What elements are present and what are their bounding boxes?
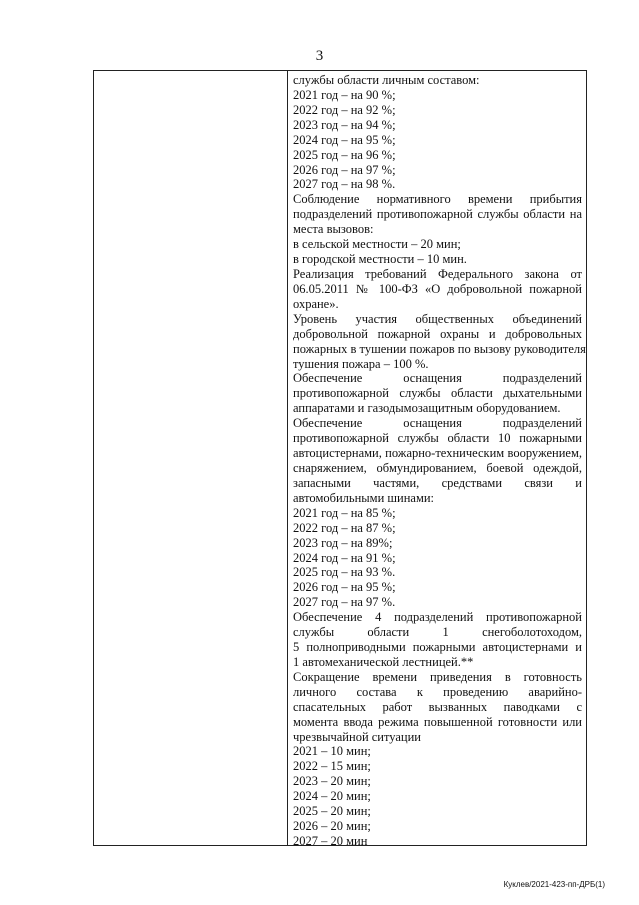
text-line: добровольной пожарной охраны и добровольных (293, 326, 582, 341)
text-line: спасательных работ вызванных паводками с (293, 699, 582, 714)
text-line: 2022 год – на 92 %; (293, 102, 396, 117)
text-line: 2027 год – на 97 %. (293, 595, 396, 610)
text-line: 2024 год – на 91 %; (293, 550, 396, 565)
text-line: 2024 – 20 мин; (293, 789, 371, 804)
text-line: снаряжением, обмундированием, боевой одеждой, (293, 460, 582, 475)
text-line: тушения пожара – 100 %. (293, 356, 429, 371)
text-line: 06.05.2011 № 100-ФЗ «О добровольной пожарной (293, 281, 582, 296)
text-line: пожарных в тушении пожаров по вызову руководителя (293, 341, 586, 356)
text-line: подразделений противопожарной службы области на (293, 207, 582, 222)
text-line: Сокращение времени приведения в готовность (293, 669, 582, 684)
text-line: аппаратами и газодымозащитным оборудованием. (293, 401, 561, 416)
text-line: Реализация требований Федерального закона от (293, 266, 582, 281)
text-line: службы области личным составом: (293, 73, 480, 87)
text-line: Обеспечение 4 подразделений противопожарной (293, 610, 582, 625)
text-line: 2021 год – на 90 %; (293, 87, 396, 102)
text-line: запасными частями, средствами связи и (293, 475, 582, 490)
text-line: 2024 год – на 95 %; (293, 132, 396, 147)
text-line: автоцистернами, пожарно-техническим вооружением, (293, 446, 582, 461)
text-line: 2025 – 20 мин; (293, 804, 371, 819)
text-line: 2026 – 20 мин; (293, 819, 371, 834)
text-line: 1 автомеханической лестницей.** (293, 654, 474, 669)
text-line: 2027 – 20 мин (293, 834, 368, 849)
text-line: 2027 год – на 98 %. (293, 177, 396, 192)
text-line: Обеспечение оснащения подразделений (293, 416, 582, 431)
text-line: 2025 год – на 96 %; (293, 147, 396, 162)
page-number: 3 (315, 48, 324, 64)
text-line: 2023 – 20 мин; (293, 774, 371, 789)
text-line: Обеспечение оснащения подразделений (293, 371, 582, 386)
text-line: 2023 год – на 94 %; (293, 117, 396, 132)
text-line: Уровень участия общественных объединений (293, 311, 582, 326)
text-line: 5 полноприводными пожарными автоцистернами и (293, 640, 582, 655)
text-line: 2023 год – на 89%; (293, 535, 393, 550)
text-line: в городской местности – 10 мин. (293, 252, 467, 267)
text-line: автомобильными шинами: (293, 490, 435, 505)
text-line: Соблюдение нормативного времени прибытия (293, 192, 582, 207)
text-line: места вызовов: (293, 222, 374, 237)
text-line: 2025 год – на 93 %. (293, 565, 396, 580)
text-line: 2026 год – на 95 %; (293, 580, 396, 595)
footer-document-code: Куклев/2021-423-пп-ДРБ(1) (503, 880, 605, 889)
text-line: в сельской местности – 20 мин; (293, 237, 461, 252)
text-line: 2022 год – на 87 %; (293, 520, 396, 535)
text-line: службы области 1 снегоболотоходом, (293, 625, 582, 640)
text-line: охране». (293, 296, 339, 311)
document-table (93, 70, 587, 849)
text-line: чрезвычайной ситуации (293, 729, 421, 744)
table-left-column (94, 71, 288, 845)
text-line: противопожарной службы области 10 пожарными (293, 431, 582, 446)
text-line: 2021 – 10 мин; (293, 744, 371, 759)
text-line: 2026 год – на 97 %; (293, 162, 396, 177)
text-line: 2021 год – на 85 %; (293, 505, 396, 520)
text-line: личного состава к проведению аварийно- (293, 684, 582, 699)
text-line: 2022 – 15 мин; (293, 759, 371, 774)
table-right-column (288, 71, 586, 849)
text-line: противопожарной службы области дыхательными (293, 386, 582, 401)
text-line: момента ввода режима повышенной готовности или (293, 714, 582, 729)
